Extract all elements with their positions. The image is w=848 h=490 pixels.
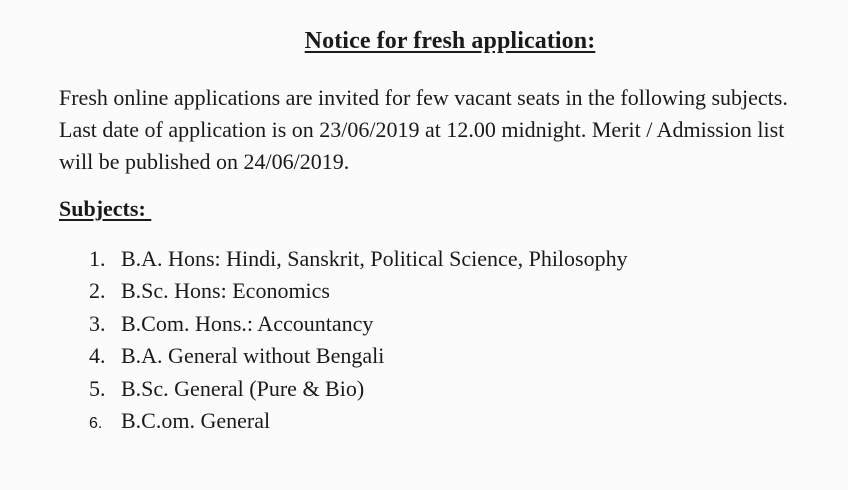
subject-label: B.Sc. Hons: Economics [121, 278, 330, 304]
subjects-heading: Subjects: [59, 196, 152, 221]
subject-number: 2. [89, 278, 106, 304]
subject-item-bsc-hons [89, 275, 628, 307]
subject-label: B.A. Hons: Hindi, Sanskrit, Political Science, Philosophy [121, 246, 628, 271]
notice-title: Notice for fresh application: [304, 28, 596, 54]
subject-item-bsc-general [89, 373, 628, 405]
subject-item-ba-general [89, 340, 628, 372]
subject-label: B.C.om. General [121, 407, 271, 433]
subject-label: B.Sc. General (Pure & Bio) [121, 375, 365, 401]
subject-item-bcom-general [89, 405, 628, 437]
subject-label: B.Com. Hons.: Accountancy [121, 310, 374, 336]
subject-item-ba-hons [89, 243, 628, 275]
subject-number: 1. [89, 246, 106, 271]
subjects-list [89, 243, 628, 437]
subject-label: B.A. General without Bengali [121, 343, 385, 369]
notice-intro-paragraph: Fresh online applications are invited for few vacant seats in the following subjects. Last date of application is on 23/06/2019 at 12.00 midnight. Merit / Admission list will be published on 24/06/2019. [59, 85, 788, 174]
subject-item-bcom-hons [89, 308, 628, 340]
subject-number: 4. [89, 343, 106, 369]
subject-number: 6. [89, 414, 103, 432]
subject-number: 5. [89, 375, 106, 401]
subject-number: 3. [89, 310, 106, 336]
